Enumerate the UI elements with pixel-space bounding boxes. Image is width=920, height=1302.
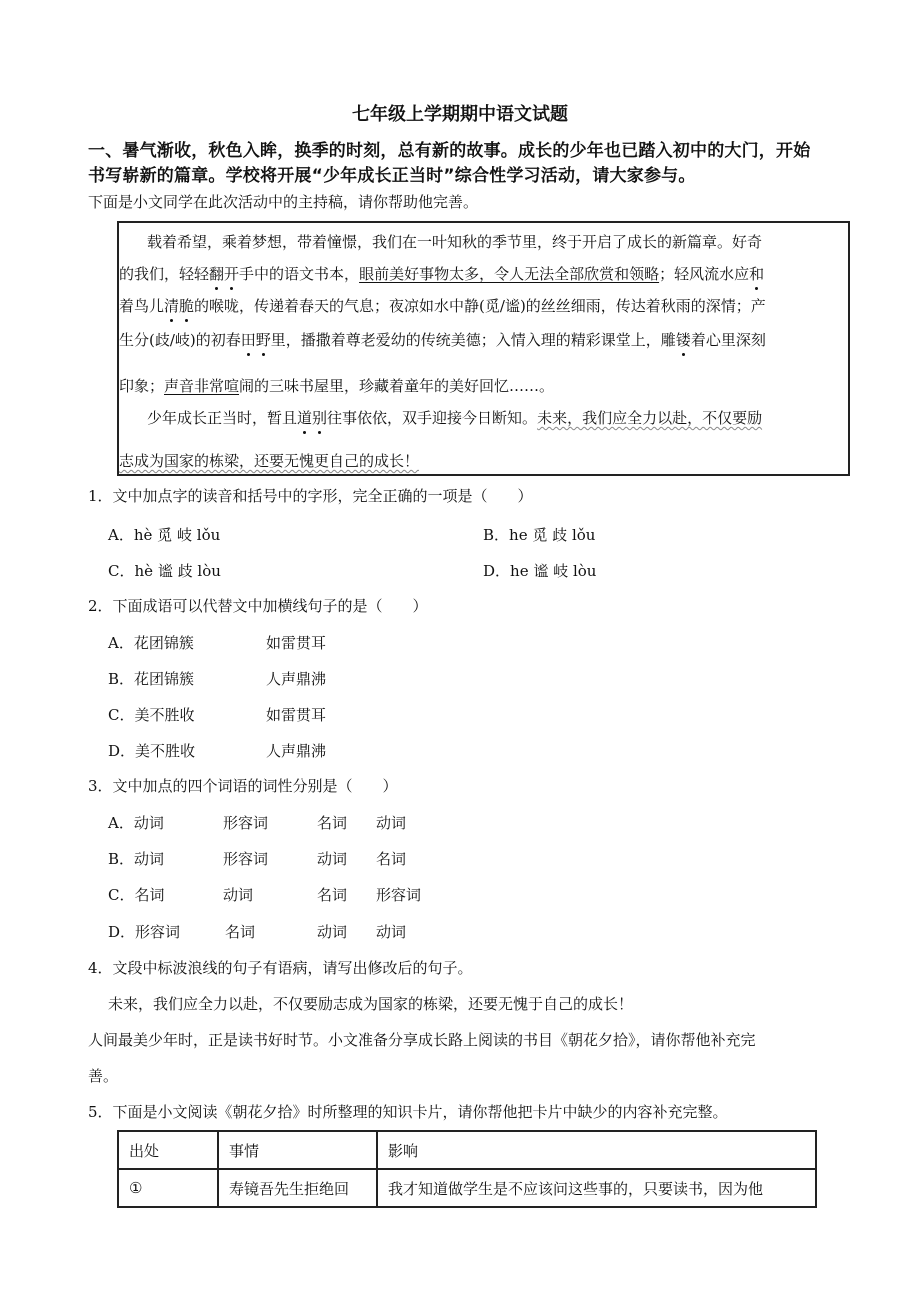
- question-1-option-d[interactable]: [483, 560, 596, 581]
- question-2-option-b[interactable]: [108, 668, 327, 689]
- option-label: C．: [108, 562, 135, 580]
- passage-text: 手中的语文书本，: [239, 265, 360, 283]
- passage-line-3: [119, 296, 766, 316]
- option-label: D．: [108, 923, 136, 941]
- option-value: 形容词: [135, 923, 181, 941]
- underlined-phrase: 声音非常喧: [164, 377, 240, 395]
- passage-text: 印象；: [119, 377, 165, 395]
- passage-line-6: [147, 408, 762, 428]
- option-label: B．: [483, 526, 510, 544]
- option-value: 如雷贯耳: [266, 634, 327, 652]
- dotted-char: 道: [297, 409, 313, 427]
- section-2-intro-line-2: 善。: [88, 1067, 119, 1085]
- section-heading-line-1: 一、暑气渐收，秋色入眸，换季的时刻，总有新的故事。成长的少年也已踏入初中的大门，开始: [88, 141, 811, 161]
- option-value: 名词: [134, 886, 165, 904]
- question-3-option-a[interactable]: [108, 812, 508, 833]
- table-cell: 寿镜吾先生拒绝回: [218, 1169, 377, 1207]
- question-5-stem: 5．下面是小文阅读《朝花夕拾》时所整理的知识卡片，请你帮他把卡片中缺少的内容补充完整。: [88, 1103, 728, 1121]
- option-value: 岐: [553, 562, 569, 580]
- table-header-cell: 事情: [218, 1131, 377, 1169]
- question-3-option-d[interactable]: [108, 921, 508, 942]
- passage-text: 的我们，轻轻: [119, 265, 210, 283]
- knowledge-card-table: [117, 1130, 817, 1208]
- passage-box: [117, 221, 850, 476]
- option-value: 歧: [177, 562, 193, 580]
- option-value: hè: [133, 526, 153, 544]
- table-cell[interactable]: ①: [118, 1169, 218, 1207]
- option-label: C．: [108, 706, 135, 724]
- section-heading-line-2: 书写崭新的篇章。学校将开展“少年成长正当时”综合性学习活动，请大家参与。: [88, 166, 696, 186]
- underlined-sentence: 眼前美好事物太多，令人无法全部欣赏和领略: [359, 265, 660, 283]
- option-label: B．: [108, 850, 135, 868]
- passage-text: 少年成长正当时，暂且: [147, 409, 298, 427]
- passage-text: 的喉咙，传递着春天的气息；夜凉如水中静(觅/谧)的丝丝细雨，传达着秋雨的深情；产: [194, 297, 766, 315]
- question-1-option-c[interactable]: [108, 560, 221, 581]
- option-label: C．: [108, 886, 135, 904]
- question-1-option-a[interactable]: [108, 524, 220, 545]
- dotted-char: 脆: [179, 297, 195, 315]
- option-value: 动词: [317, 923, 348, 941]
- question-2-option-a[interactable]: [108, 632, 327, 653]
- passage-line-1: [147, 232, 762, 252]
- passage-text: 载着希望，乘着梦想，带着憧憬，我们在一叶知秋的季节里，终于开启了成长的新篇章。好奇: [147, 233, 763, 251]
- option-value: 美不胜收: [134, 706, 195, 724]
- option-value: 名词: [225, 923, 256, 941]
- option-value: 谧: [533, 562, 549, 580]
- question-2-stem: 2．下面成语可以代替文中加横线句子的是（ ）: [88, 597, 428, 615]
- dotted-char: 镂: [675, 331, 691, 349]
- option-value: 名词: [376, 850, 407, 868]
- option-value: 花团锦簇: [134, 670, 195, 688]
- option-value: 动词: [317, 850, 348, 868]
- option-label: D．: [483, 562, 511, 580]
- question-1-stem: 1．文中加点字的读音和括号中的字形，完全正确的一项是（ ）: [88, 487, 533, 505]
- wavy-underlined-sentence: 志成为国家的栋梁，还要无愧更自己的成长！: [119, 452, 420, 470]
- option-value: 觅: [532, 526, 548, 544]
- passage-text: 生分(歧/岐)的初春: [119, 331, 241, 349]
- option-value: he: [509, 526, 528, 544]
- question-4-sentence: 未来，我们应全力以赴，不仅要励志成为国家的栋梁，还要无愧于自己的成长！: [108, 995, 634, 1013]
- option-value: 名词: [317, 886, 348, 904]
- option-value: 形容词: [223, 850, 269, 868]
- passage-line-7: [119, 451, 419, 471]
- question-2-option-c[interactable]: [108, 704, 327, 725]
- dotted-char: 开: [224, 265, 240, 283]
- option-value: lǒu: [196, 526, 221, 544]
- option-value: 花团锦簇: [133, 634, 194, 652]
- table-cell: 我才知道做学生是不应该问这些事的，只要读书，因为他: [377, 1169, 816, 1207]
- option-value: 如雷贯耳: [266, 706, 327, 724]
- dotted-char: 清: [164, 297, 180, 315]
- option-value: 动词: [134, 850, 165, 868]
- option-value: 动词: [376, 923, 407, 941]
- question-1-option-b[interactable]: [483, 524, 595, 545]
- table-header-cell: 出处: [118, 1131, 218, 1169]
- option-value: 谧: [157, 562, 173, 580]
- option-value: 名词: [317, 814, 348, 832]
- page-title: 七年级上学期期中语文试题: [352, 104, 568, 125]
- option-value: 动词: [133, 814, 164, 832]
- passage-text: 着心里深刻: [690, 331, 766, 349]
- dotted-char: 野: [255, 331, 271, 349]
- passage-line-4: [119, 330, 766, 350]
- passage-text: 闹的三味书屋里，珍藏着童年的美好回忆……。: [239, 377, 555, 395]
- dotted-char: 和: [749, 265, 765, 283]
- option-value: 歧: [552, 526, 568, 544]
- section-intro: 下面是小文同学在此次活动中的主持稿，请你帮助他完善。: [88, 193, 479, 211]
- option-value: 岐: [176, 526, 192, 544]
- wavy-underlined-sentence: 未来，我们应全力以赴，不仅要励: [537, 409, 763, 427]
- option-value: 动词: [223, 886, 254, 904]
- option-value: 人声鼎沸: [266, 670, 327, 688]
- option-value: 形容词: [223, 814, 269, 832]
- option-value: 形容词: [376, 886, 422, 904]
- option-value: 人声鼎沸: [266, 742, 327, 760]
- passage-text: 往事依依，双手迎接今日断知。: [327, 409, 538, 427]
- table-row: [118, 1169, 816, 1207]
- option-label: A．: [108, 814, 134, 832]
- option-value: hè: [134, 562, 154, 580]
- option-value: 觅: [157, 526, 173, 544]
- question-3-option-c[interactable]: [108, 884, 508, 905]
- dotted-char: 田: [240, 331, 256, 349]
- dotted-char: 别: [312, 409, 328, 427]
- passage-line-2: [119, 264, 764, 284]
- passage-line-5: [119, 376, 554, 396]
- option-value: lǒu: [571, 526, 596, 544]
- passage-text: ；轻风流水应: [659, 265, 750, 283]
- option-label: A．: [108, 634, 134, 652]
- question-4-stem: 4．文段中标波浪线的句子有语病，请写出修改后的句子。: [88, 959, 473, 977]
- table-header-row: [118, 1131, 816, 1169]
- option-value: lòu: [197, 562, 221, 580]
- option-label: B．: [108, 670, 135, 688]
- option-value: 动词: [376, 814, 407, 832]
- option-value: lòu: [572, 562, 597, 580]
- question-2-option-d[interactable]: [108, 740, 327, 761]
- question-3-stem: 3．文中加点的四个词语的词性分别是（ ）: [88, 777, 398, 795]
- section-2-intro-line-1: 人间最美少年时，正是读书好时节。小文准备分享成长路上阅读的书目《朝花夕拾》，请你帮他补充完: [88, 1031, 756, 1049]
- option-label: A．: [108, 526, 134, 544]
- table-header-cell: 影响: [377, 1131, 816, 1169]
- option-value: he: [510, 562, 529, 580]
- passage-text: 着鸟儿: [119, 297, 165, 315]
- passage-text: 里，播撒着尊老爱幼的传统美德；入情入理的精彩课堂上，雕: [270, 331, 676, 349]
- option-value: 美不胜收: [135, 742, 196, 760]
- question-3-option-b[interactable]: [108, 848, 508, 869]
- dotted-char: 翻: [209, 265, 225, 283]
- option-label: D．: [108, 742, 136, 760]
